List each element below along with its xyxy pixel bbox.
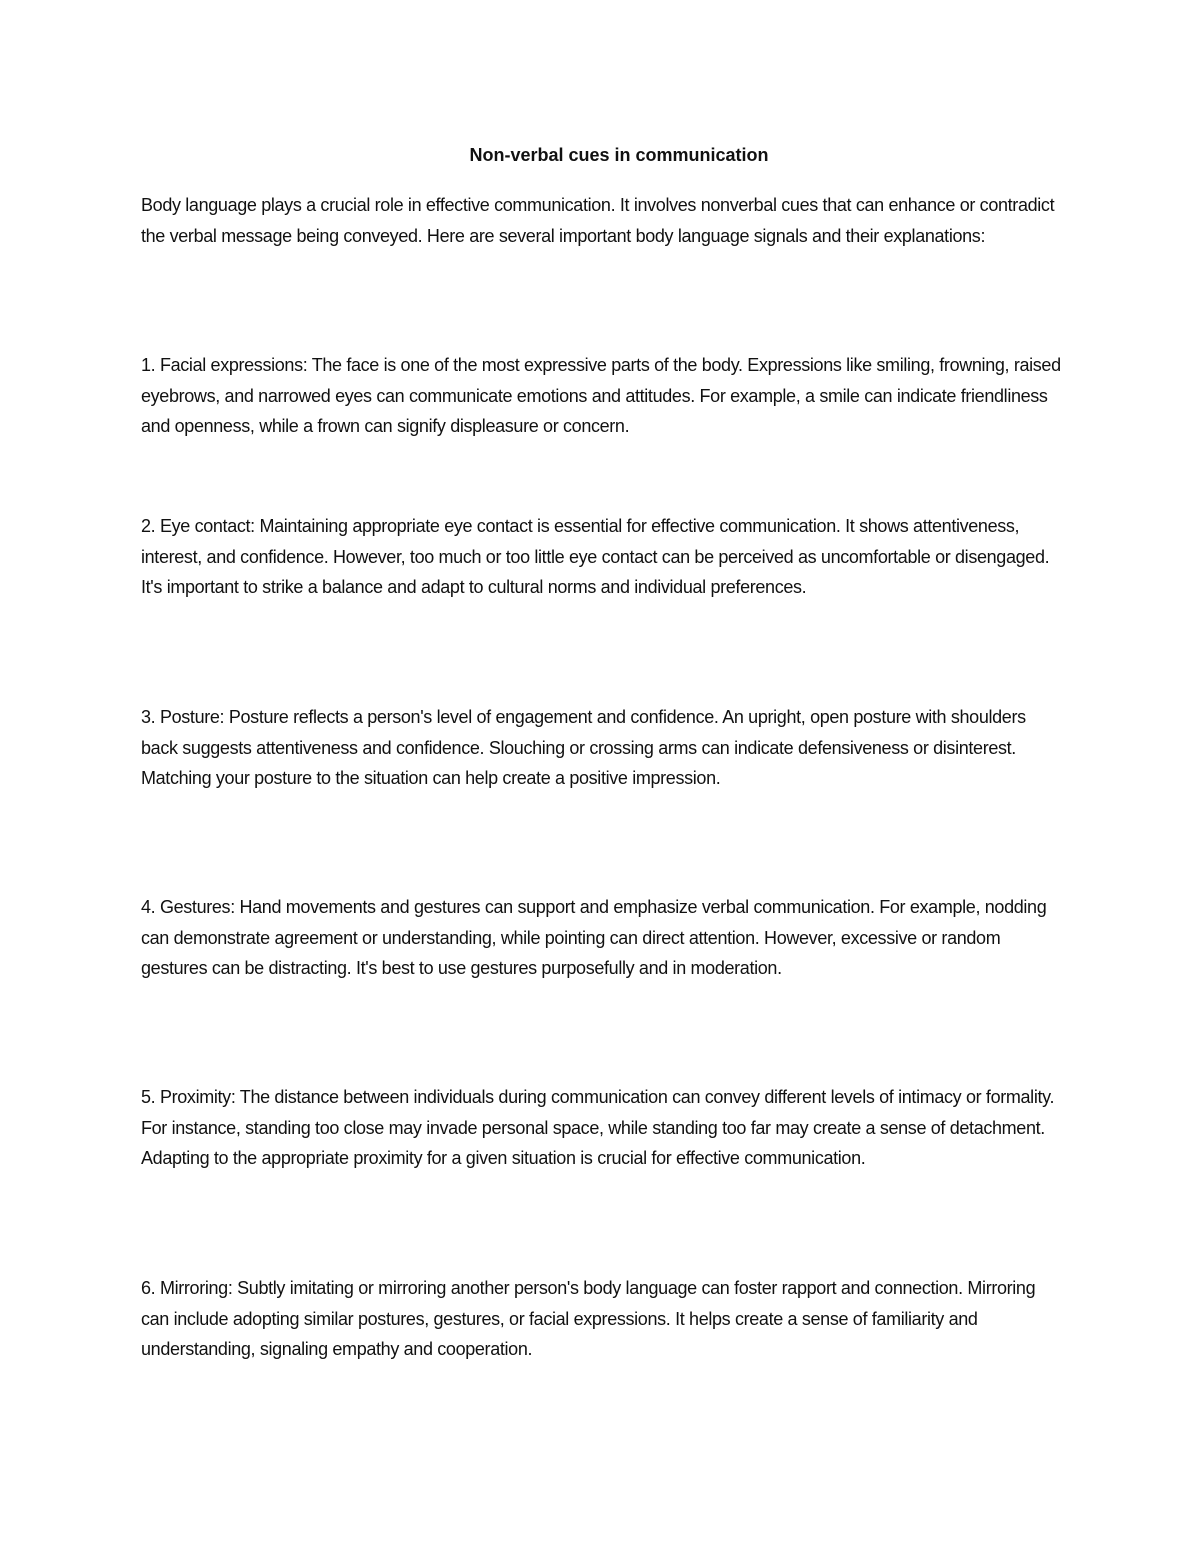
item-proximity: 5. Proximity: The distance between individuals during communication can convey different levels of intimacy or formality. For instance, standing too close may invade personal space, while standing too far may create a sense of detachment. Adapting to the appropriate proximity for a given situation is crucial for effective communication. (141, 1087, 1055, 1168)
item-posture: 3. Posture: Posture reflects a person's level of engagement and confidence. An upright, open posture with shoulders back suggests attentiveness and confidence. Slouching or crossing arms can indicate defensiveness or disinterest. Matching your posture to the situation can help create a positive impression. (141, 707, 1026, 788)
item-facial-expressions: 1. Facial expressions: The face is one of the most expressive parts of the body. Expressions like smiling, frowning, raised eyebrows, and narrowed eyes can communicate emotions and attitudes. For example, a smile can indicate friendliness and openness, while a frown can signify displeasure or concern. (141, 355, 1061, 436)
item-eye-contact: 2. Eye contact: Maintaining appropriate eye contact is essential for effective communication. It shows attentiveness, interest, and confidence. However, too much or too little eye contact can be perceived as uncomfortable or disengaged. It's important to strike a balance and adapt to cultural norms and individual preferences. (141, 516, 1050, 597)
document-title: Non-verbal cues in communication (469, 145, 769, 165)
item-gestures: 4. Gestures: Hand movements and gestures can support and emphasize verbal communication. For example, nodding can demonstrate agreement or understanding, while pointing can direct attention. However, excessive or random gestures can be distracting. It's best to use gestures purposefully and in moderation. (141, 897, 1047, 978)
item-mirroring: 6. Mirroring: Subtly imitating or mirroring another person's body language can foster rapport and connection. Mirroring can include adopting similar postures, gestures, or facial expressions. It helps create a sense of familiarity and understanding, signaling empathy and cooperation. (141, 1278, 1036, 1359)
intro-paragraph: Body language plays a crucial role in effective communication. It involves nonverbal cues that can enhance or contradict the verbal message being conveyed. Here are several important body language signals and their explanations: (141, 195, 1055, 246)
